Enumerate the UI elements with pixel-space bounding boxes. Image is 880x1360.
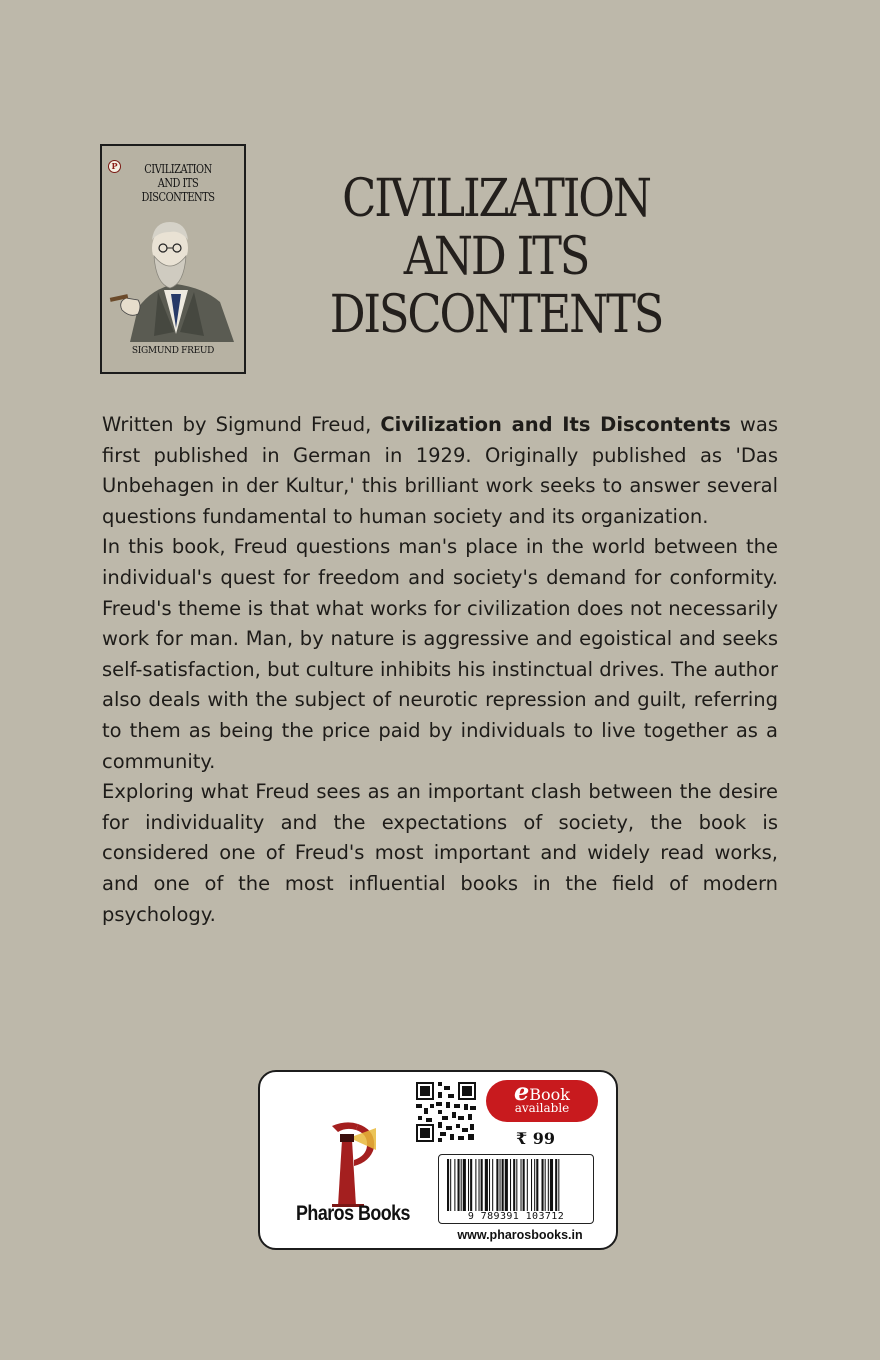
price: ₹ 99 [516, 1129, 555, 1148]
description-paragraph: In this book, Freud questions man's place in the world between the individual's quest for freedom and society's demand for conformity. Freud's theme is that what works for civilization does not necessarily work for man. Man, by nature is aggressive and egoistical and seeks self-satisfaction, but culture inhibits his instinctual drives. The author also deals with the subject of neurotic repression and guilt, referring to them as being the price paid by individuals to live together as a community. [102, 535, 778, 773]
book-description [102, 410, 778, 930]
description-paragraph: Written by Sigmund Freud, Civilization and Its Discontents was first published in German in 1929. Originally published as 'Das Unbehagen in der Kultur,' this brilliant work seeks to answer several questions fundamental to human society and its organization. [102, 413, 778, 528]
thumbnail-title [129, 162, 227, 204]
barcode-icon [445, 1159, 589, 1211]
thumbnail-title-line: DISCONTENTS [141, 190, 215, 204]
book-title [324, 170, 668, 344]
author-portrait-icon [108, 210, 242, 342]
book-title-line: CIVILIZATION [342, 169, 650, 229]
lighthouse-logo-icon [318, 1120, 378, 1208]
book-title-line: DISCONTENTS [329, 285, 663, 345]
cover-thumbnail [100, 144, 246, 374]
qr-code-icon [414, 1080, 478, 1144]
publisher-mark-icon: P [108, 160, 121, 173]
publisher-name: Pharos Books [296, 1202, 410, 1225]
publisher-website: www.pharosbooks.in [457, 1228, 583, 1242]
isbn-barcode [438, 1154, 594, 1224]
description-paragraph: Exploring what Freud sees as an important clash between the desire for individuality and the expectations of society, the book is considered one of Freud's most important and widely read works, and one of the most influential books in the field of modern psychology. [102, 780, 778, 926]
thumbnail-author: SIGMUND FREUD [131, 346, 215, 356]
thumbnail-title-line: CIVILIZATION [144, 162, 212, 176]
thumbnail-title-line: AND ITS [157, 176, 199, 190]
publisher-panel [258, 1070, 618, 1250]
book-title-inline: Civilization and Its Discontents [380, 413, 731, 436]
isbn-number: 9 789391 103712 [467, 1211, 565, 1222]
book-title-line: AND ITS [403, 227, 589, 287]
ebook-available-badge: eBook available [486, 1080, 598, 1122]
